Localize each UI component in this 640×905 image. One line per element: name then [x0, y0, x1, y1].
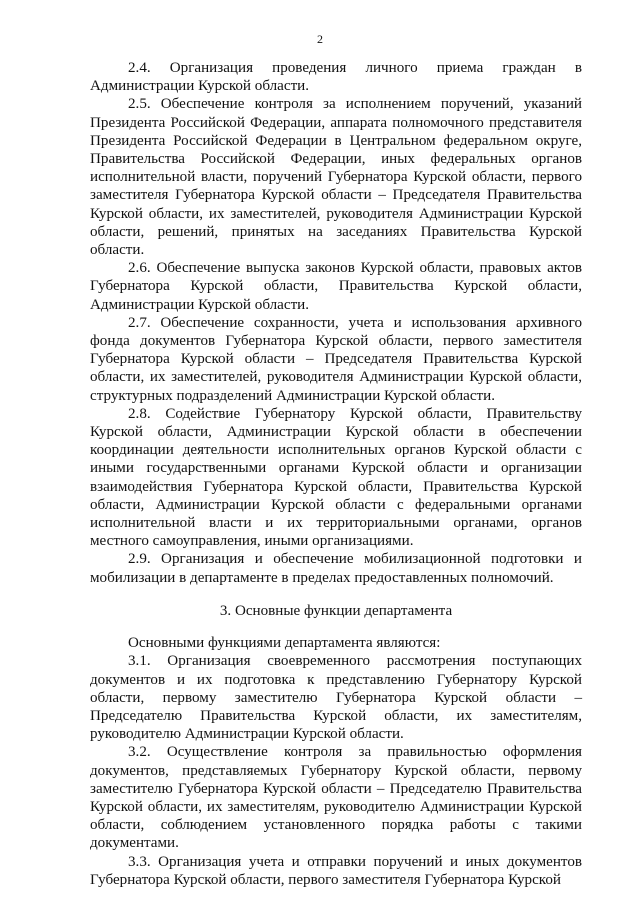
paragraph-3-1: 3.1. Организация своевременного рассмотрения поступающих документов и их подготовка к представлению Губернатору Курской области, первому заместителю Губернатора Курской области – Председателю Правительства Курской области, их заместителям, руководителю Администрации Курской области.	[90, 653, 582, 743]
paragraph-functions-intro: Основными функциями департамента являются:	[128, 635, 441, 652]
paragraph-2-5: 2.5. Обеспечение контроля за исполнением поручений, указаний Президента Российской Федерации, аппарата полномочного представителя Президента Российской Федерации в Центральном федеральном округе, Правительства Российской Федерации, иных федеральных органов исполнительной власти, поручений Губернатора Курской области, первого заместителя Губернатора Курской области – Председателя Правительства Курской области, их заместителей, руководителя Администрации Курской области, решений, принятых на заседаниях Правительства Курской области.	[90, 96, 582, 259]
section-heading: 3. Основные функции департамента	[219, 602, 453, 619]
document-body	[90, 59, 582, 889]
paragraph-2-8: 2.8. Содействие Губернатору Курской области, Правительству Курской области, Администрации Курской области в обеспечении координации деятельности исполнительных органов Курской области с иными государственными органами Курской области и организации взаимодействия Губернатора Курской области, Правительства Курской области, Администрации Курской области с федеральными органами исполнительной власти и их территориальными органами, органов местного самоуправления, иными организациями.	[90, 405, 582, 550]
page-number: 2	[317, 32, 323, 46]
paragraph-2-7: 2.7. Обеспечение сохранности, учета и использования архивного фонда документов Губернатора Курской области, первого заместителя Губернатора Курской области – Председателя Правительства Курской области, их заместителей, руководителя Администрации Курской области, структурных подразделений Администрации Курской области.	[90, 314, 582, 404]
paragraph-2-6: 2.6. Обеспечение выпуска законов Курской области, правовых актов Губернатора Курской области, Правительства Курской области, Администрации Курской области.	[90, 260, 582, 313]
paragraph-2-9: 2.9. Организация и обеспечение мобилизационной подготовки и мобилизации в департаменте в пределах предоставленных полномочий.	[90, 551, 582, 586]
paragraph-3-2: 3.2. Осуществление контроля за правильностью оформления документов, представляемых Губернатору Курской области, первому заместителю Губернатора Курской области – Председателю Правительства Курской области, их заместителям, руководителю Администрации Курской области, соблюдением установленного порядка работы с такими документами.	[90, 744, 582, 852]
paragraph-3-3: 3.3. Организация учета и отправки поручений и иных документов Губернатора Курской области, первого заместителя Губернатора Курской	[90, 853, 582, 888]
paragraph-2-4: 2.4. Организация проведения личного приема граждан в Администрации Курской области.	[90, 60, 582, 95]
